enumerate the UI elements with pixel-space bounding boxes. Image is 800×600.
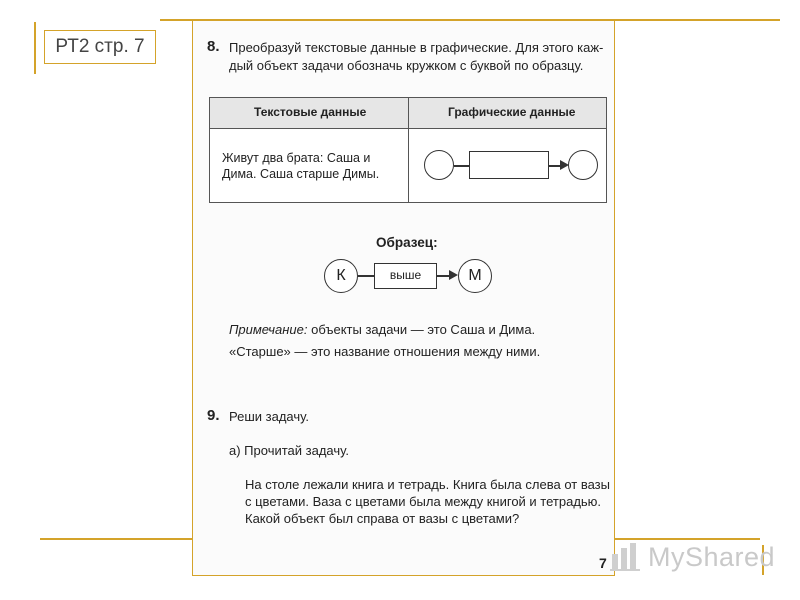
note-prefix: Примечание:	[229, 322, 308, 337]
sample-relation-box: выше	[374, 263, 437, 289]
story-line3: Какой объект был справа от вазы с цветами?	[245, 511, 520, 526]
task8-number: 8.	[207, 38, 220, 55]
arrow-head-icon	[449, 270, 458, 280]
sample-connector	[358, 275, 375, 277]
note-line1-text: объекты задачи — это Саша и Дима.	[307, 322, 536, 337]
task9-sub-a: а) Прочитай задачу.	[229, 443, 349, 458]
connector-line	[454, 165, 470, 167]
chart-logo-icon	[610, 540, 646, 572]
table-divider	[408, 98, 409, 202]
task8-line1: Преобразуй текстовые данные в графические. Для этого каж-	[229, 40, 604, 55]
watermark-logo	[610, 540, 776, 572]
left-vertical-rule	[34, 22, 36, 74]
story-line2: с цветами. Ваза с цветами была между книгой и тетрадью.	[245, 494, 602, 509]
col-graphic-data: Графические данные	[448, 105, 576, 119]
slide-label: РТ2 стр. 7	[44, 30, 156, 64]
note-line1	[229, 321, 535, 338]
table-text-line2: Дима. Саша старше Димы.	[222, 167, 380, 181]
sample-circle-right: М	[458, 259, 492, 293]
empty-relation-box	[469, 151, 549, 179]
task9-number: 9.	[207, 407, 220, 424]
story-line1: На столе лежали книга и тетрадь. Книга была слева от вазы	[245, 477, 610, 492]
note-line2: «Старше» — это название отношения между ними.	[229, 344, 541, 359]
data-table	[209, 97, 607, 203]
col-text-data: Текстовые данные	[254, 105, 367, 119]
sample-title: Образец:	[376, 235, 438, 250]
page-number: 7	[599, 555, 607, 571]
table-text-line1: Живут два брата: Саша и	[222, 151, 371, 165]
sample-circle-left: К	[324, 259, 358, 293]
empty-circle-right	[568, 150, 598, 180]
watermark-text: MyShared	[648, 542, 776, 572]
task8-line2: дый объект задачи обозначь кружком с буквой по образцу.	[229, 58, 584, 73]
task9-title: Реши задачу.	[229, 409, 309, 424]
workbook-page	[192, 20, 615, 576]
empty-circle-left	[424, 150, 454, 180]
